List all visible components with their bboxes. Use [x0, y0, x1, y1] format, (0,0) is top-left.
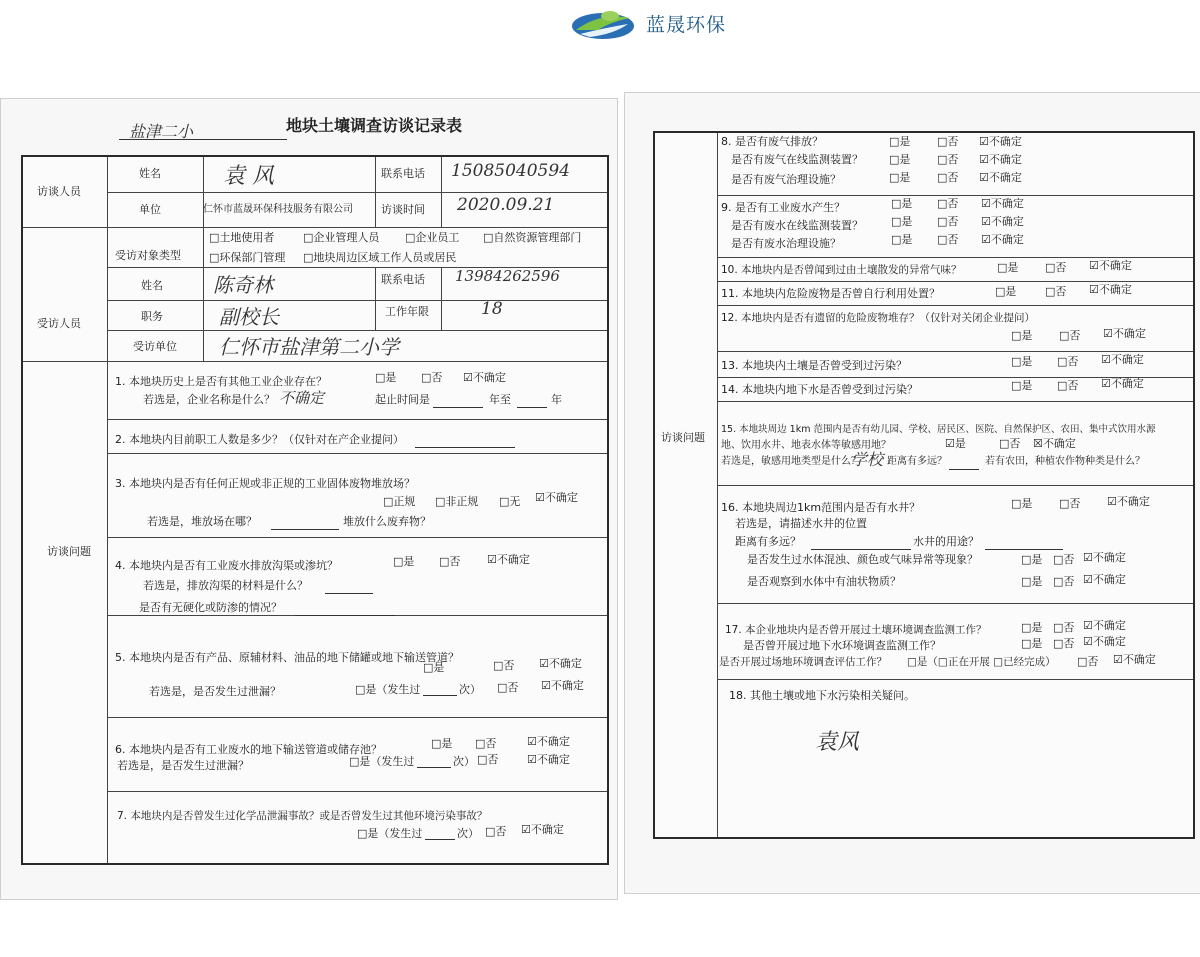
type-option-enterprise-employee: □企业员工	[405, 231, 460, 244]
q3-opt-uncertain: ☑不确定	[535, 491, 578, 504]
q3-sub2: 堆放什么废弃物？	[343, 515, 431, 528]
q15-opt-no: □否	[999, 437, 1021, 450]
q4-sub2: 是否有无硬化或防渗的情况？	[139, 601, 282, 614]
interviewee-phone-label: 联系电话	[381, 273, 425, 286]
q2-text: 2. 本地块内目前职工人数是多少？（仅针对在产企业提问）	[115, 433, 404, 446]
q9-sub2-no: □否	[937, 233, 959, 246]
q18-text: 18. 其他土壤或地下水污染相关疑问。	[729, 689, 915, 702]
interviewer-phone-value: 15085040594	[451, 161, 570, 181]
q6-sub: 若选是，是否发生过泄漏？	[117, 759, 249, 772]
q9-sub1-no: □否	[937, 215, 959, 228]
q8-sub1: 是否有废气在线监测装置？	[731, 153, 863, 166]
q3-opt-irregular: □非正规	[435, 495, 479, 508]
q16-sub1: 若选是，请描述水井的位置	[735, 517, 867, 530]
q3-opt-none: □无	[499, 495, 521, 508]
interview-time-label: 访谈时间	[381, 203, 425, 216]
q13-opt-yes: □是	[1011, 355, 1033, 368]
q11-opt-uncertain: ☑不确定	[1089, 283, 1132, 296]
q8-opt-yes: □是	[889, 135, 911, 148]
questions-section-label: 访谈问题	[47, 545, 91, 558]
q15-line1: 15. 本地块周边 1km 范围内是否有幼儿园、学校、居民区、医院、自然保护区、农田、集中式饮用水源	[721, 424, 1156, 435]
title-underline	[119, 139, 287, 140]
q4-opt-no: □否	[439, 555, 461, 568]
q1-sub-handwritten: 不确定	[279, 389, 325, 407]
q6-sub-yes: □是（发生过	[349, 755, 415, 768]
q9-sub1: 是否有废水在线监测装置？	[731, 219, 863, 232]
q16-text: 16. 本地块周边1km范围内是否有水井？	[721, 501, 921, 514]
q4-text: 4. 本地块内是否有工业废水排放沟渠或渗坑？	[115, 559, 338, 572]
questions-section-label-right: 访谈问题	[661, 431, 705, 444]
page-header	[0, 6, 1200, 40]
q13-text: 13. 本地块内土壤是否曾受到过污染？	[721, 359, 907, 372]
q1-time-label: 起止时间是	[375, 393, 430, 406]
q3-sub1: 若选是，堆放场在哪？	[147, 515, 257, 528]
q17-sub1-yes: □是	[1021, 637, 1043, 650]
q7-opt-uncertain: ☑不确定	[521, 823, 564, 836]
q7-text: 7. 本地块内是否曾发生过化学品泄漏事故？或是否曾发生过其他环境污染事故？	[117, 810, 488, 822]
q5-sub-uncertain: ☑不确定	[541, 679, 584, 692]
q16-sub2b: 水井的用途？	[913, 535, 979, 548]
q14-opt-uncertain: ☑不确定	[1101, 377, 1144, 390]
q6-sub-uncertain: ☑不确定	[527, 753, 570, 766]
q5-opt-no: □否	[493, 659, 515, 672]
q1-opt-no: □否	[421, 371, 443, 384]
q16-sub4-uncertain: ☑不确定	[1083, 573, 1126, 586]
q9-sub2-yes: □是	[891, 233, 913, 246]
q16-sub3-no: □否	[1053, 553, 1075, 566]
q14-text: 14. 本地块内地下水是否曾受到过污染？	[721, 383, 918, 396]
q11-opt-yes: □是	[995, 285, 1017, 298]
q10-opt-uncertain: ☑不确定	[1089, 259, 1132, 272]
interviewer-phone-label: 联系电话	[381, 167, 425, 180]
q7-opt-times: 次）	[457, 827, 479, 840]
q14-opt-yes: □是	[1011, 379, 1033, 392]
type-option-environment-dept: □环保部门管理	[209, 251, 286, 264]
q9-sub2-uncertain: ☑不确定	[981, 233, 1024, 246]
interviewer-section-label: 访谈人员	[37, 185, 81, 198]
q3-text: 3. 本地块内是否有任何正规或非正规的工业固体废物堆放场？	[115, 477, 415, 490]
interviewee-job-value: 副校长	[219, 305, 279, 329]
q16-sub4-yes: □是	[1021, 575, 1043, 588]
interviewee-years-label: 工作年限	[385, 305, 429, 318]
type-option-enterprise-manager: □企业管理人员	[303, 231, 380, 244]
q7-opt-no: □否	[485, 825, 507, 838]
q8-sub2-uncertain: ☑不确定	[979, 171, 1022, 184]
q16-sub2: 距离有多远？	[735, 535, 801, 548]
interviewer-unit-label: 单位	[139, 203, 161, 216]
type-option-natural-resources: □自然资源管理部门	[483, 231, 582, 244]
q16-sub4-no: □否	[1053, 575, 1075, 588]
q11-opt-no: □否	[1045, 285, 1067, 298]
interviewee-section-label: 受访人员	[37, 317, 81, 330]
q10-text: 10. 本地块内是否曾闻到过由土壤散发的异常气味？	[721, 264, 962, 276]
q17-sub2-yes-options: □是（□正在开展 □已经完成）	[907, 656, 1056, 668]
q17-sub2-no: □否	[1077, 655, 1099, 668]
interviewee-years-value: 18	[481, 299, 503, 319]
q17-text: 17. 本企业地块内是否曾开展过土壤环境调查监测工作？	[725, 624, 987, 636]
q3-opt-regular: □正规	[383, 495, 416, 508]
q8-opt-uncertain: ☑不确定	[979, 135, 1022, 148]
interviewee-name-label: 姓名	[141, 279, 163, 292]
q15-line3-handwritten: 学校	[851, 450, 884, 469]
q17-sub1: 是否曾开展过地下水环境调查监测工作？	[743, 639, 941, 652]
interviewer-name-value: 袁 风	[223, 164, 274, 189]
interview-table-continued	[653, 131, 1195, 839]
type-option-nearby-resident: □地块周边区域工作人员或居民	[303, 251, 457, 264]
q5-sub: 若选是，是否发生过泄漏？	[149, 685, 281, 698]
q5-opt-yes: □是	[423, 661, 445, 674]
q17-sub1-no: □否	[1053, 637, 1075, 650]
q15-line2: 地、饮用水井、地表水体等敏感用地？	[721, 440, 891, 451]
q16-sub3: 是否发生过水体混浊、颜色或气味异常等现象？	[747, 553, 978, 566]
q8-opt-no: □否	[937, 135, 959, 148]
left-record-sheet	[0, 98, 618, 900]
q6-text: 6. 本地块内是否有工业废水的地下输送管道或储存池？	[115, 743, 382, 756]
q17-sub1-uncertain: ☑不确定	[1083, 635, 1126, 648]
q6-sub-times: 次）	[453, 755, 475, 768]
interviewer-unit-value: 仁怀市蓝晟环保科技服务有限公司	[203, 204, 353, 215]
q8-sub1-uncertain: ☑不确定	[979, 153, 1022, 166]
q15-opt-uncertain: ☒不确定	[1033, 437, 1076, 450]
q12-opt-no: □否	[1059, 329, 1081, 342]
school-name-handwritten: 盐津二小	[129, 122, 194, 141]
q9-opt-no: □否	[937, 197, 959, 210]
q8-sub2: 是否有废气治理设施？	[731, 173, 841, 186]
q8-sub1-no: □否	[937, 153, 959, 166]
q9-opt-yes: □是	[891, 197, 913, 210]
q17-opt-no: □否	[1053, 621, 1075, 634]
q16-opt-no: □否	[1059, 497, 1081, 510]
q6-opt-no: □否	[475, 737, 497, 750]
q10-opt-yes: □是	[997, 261, 1019, 274]
interviewee-unit-label: 受访单位	[133, 340, 177, 353]
q1-sub: 若选是，企业名称是什么？	[143, 393, 275, 406]
q14-opt-no: □否	[1057, 379, 1079, 392]
q15-line3c: 若有农田，种植农作物种类是什么？	[985, 456, 1145, 467]
q1-opt-yes: □是	[375, 371, 397, 384]
q4-opt-uncertain: ☑不确定	[487, 553, 530, 566]
q5-opt-uncertain: ☑不确定	[539, 657, 582, 670]
q9-sub2: 是否有废水治理设施？	[731, 237, 841, 250]
form-title: 地块土壤调查访谈记录表	[286, 116, 463, 135]
q9-text: 9. 是否有工业废水产生？	[721, 201, 845, 214]
interviewee-type-label: 受访对象类型	[115, 249, 181, 262]
q17-opt-uncertain: ☑不确定	[1083, 619, 1126, 632]
q8-sub1-yes: □是	[889, 153, 911, 166]
q8-text: 8. 是否有废气排放？	[721, 135, 823, 148]
q10-opt-no: □否	[1045, 261, 1067, 274]
q4-opt-yes: □是	[393, 555, 415, 568]
q8-sub2-no: □否	[937, 171, 959, 184]
q5-sub-times: 次）	[459, 683, 481, 696]
q5-sub-yes: □是（发生过	[355, 683, 421, 696]
q12-opt-yes: □是	[1011, 329, 1033, 342]
q8-sub2-yes: □是	[889, 171, 911, 184]
q16-opt-uncertain: ☑不确定	[1107, 495, 1150, 508]
q7-opt-yes: □是（发生过	[357, 827, 423, 840]
interview-table	[21, 155, 609, 865]
q13-opt-no: □否	[1057, 355, 1079, 368]
q1-opt-uncertain: ☑不确定	[463, 371, 506, 384]
q6-opt-yes: □是	[431, 737, 453, 750]
brand-name: 蓝晟环保	[646, 14, 727, 36]
q9-opt-uncertain: ☑不确定	[981, 197, 1024, 210]
type-option-land-user: □土地使用者	[209, 231, 275, 244]
q5-text: 5. 本地块内是否有产品、原辅材料、油品的地下储罐或地下输送管道？	[115, 651, 459, 664]
q1-text: 1. 本地块历史上是否有其他工业企业存在？	[115, 375, 327, 388]
right-record-sheet	[624, 92, 1200, 894]
interviewer-name-label: 姓名	[139, 167, 161, 180]
q11-text: 11. 本地块内危险废物是否曾自行利用处置？	[721, 287, 940, 300]
interviewee-unit-value: 仁怀市盐津第二小学	[219, 335, 399, 359]
q15-opt-yes: ☑是	[945, 437, 966, 450]
interviewee-phone-value: 13984262596	[455, 267, 560, 285]
q1-year-end: 年	[551, 393, 562, 406]
q1-year-to: 年至	[489, 393, 511, 406]
lansheng-logo	[570, 8, 636, 40]
q5-sub-no: □否	[497, 681, 519, 694]
q15-line3b: 距离有多远？	[887, 456, 947, 467]
q6-opt-uncertain: ☑不确定	[527, 735, 570, 748]
q6-sub-no: □否	[477, 753, 499, 766]
interviewee-name-value: 陈奇林	[213, 273, 273, 297]
q17-opt-yes: □是	[1021, 621, 1043, 634]
interview-time-value: 2020.09.21	[457, 195, 555, 215]
q13-opt-uncertain: ☑不确定	[1101, 353, 1144, 366]
q15-line3a: 若选是，敏感用地类型是什么？	[721, 456, 861, 467]
interviewee-job-label: 职务	[141, 310, 163, 323]
q16-opt-yes: □是	[1011, 497, 1033, 510]
q17-sub2: 是否开展过场地环境调查评估工作？	[719, 656, 887, 668]
q9-sub1-yes: □是	[891, 215, 913, 228]
q16-sub3-yes: □是	[1021, 553, 1043, 566]
q17-sub2-uncertain: ☑不确定	[1113, 653, 1156, 666]
q12-opt-uncertain: ☑不确定	[1103, 327, 1146, 340]
q16-sub4: 是否观察到水体中有油状物质？	[747, 575, 901, 588]
q12-text: 12. 本地块内是否有遗留的危险废物堆存？（仅针对关闭企业提问）	[721, 312, 1036, 324]
q16-sub3-uncertain: ☑不确定	[1083, 551, 1126, 564]
q4-sub1: 若选是，排放沟渠的材料是什么？	[143, 579, 308, 592]
interviewer-signature: 袁风	[815, 730, 860, 755]
q9-sub1-uncertain: ☑不确定	[981, 215, 1024, 228]
